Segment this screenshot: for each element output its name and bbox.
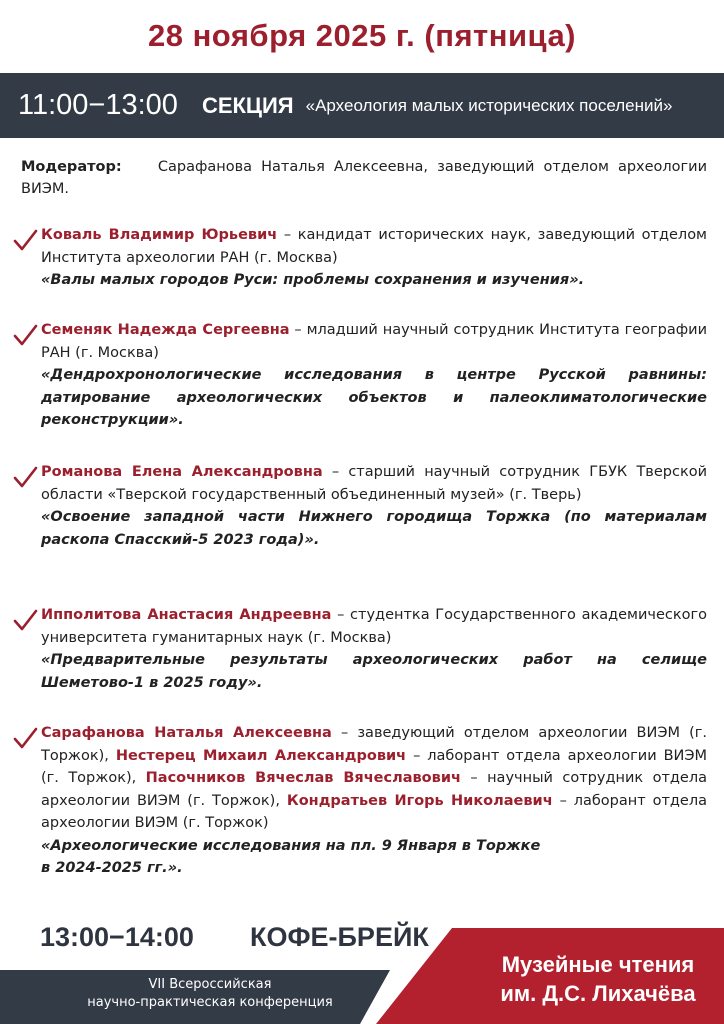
speaker-description: – лаборант отдела археологии ВИЭМ (г. Торжок), xyxy=(41,747,708,786)
talk-title: «Археологические исследования на пл. 9 Января в Торжке xyxy=(41,837,541,854)
speaker-name: Коваль Владимир Юрьевич xyxy=(41,227,278,243)
page-date: 28 ноября 2025 г. (пятница) xyxy=(147,18,577,53)
section-time: 11:00−13:00 xyxy=(18,89,178,121)
talk-title: «Предварительные результаты археологических работ на селище Шеметово-1 в 2025 году». xyxy=(41,652,707,691)
coffee-break-time: 13:00−14:00 xyxy=(40,922,194,952)
speaker-description: – лаборант отдела археологии ВИЭМ (г. Торжок) xyxy=(41,792,708,831)
checkmark-icon xyxy=(12,228,38,254)
speaker-description: – кандидат исторических наук, заведующий отделом Института археологии РАН (г. Москва) xyxy=(41,227,708,266)
speaker-description: – старший научный сотрудник ГБУК Тверской области «Тверской государственный объединенный музей» (г. Тверь) xyxy=(41,464,707,503)
checkmark-icon xyxy=(12,608,38,634)
talk-title: в 2024-2025 гг.». xyxy=(41,860,183,876)
moderator-text: Сарафанова Наталья Алексеевна, заведующий отделом археологии ВИЭМ. xyxy=(21,159,708,197)
checkmark-icon xyxy=(12,465,38,491)
section-header-bar xyxy=(0,73,724,138)
speaker-name: Семеняк Надежда Сергеевна xyxy=(41,322,290,338)
list-item xyxy=(41,604,707,694)
list-item xyxy=(41,319,707,432)
coffee-break-label: КОФЕ-БРЕЙК xyxy=(250,922,429,952)
speaker-name: Ипполитова Анастасия Андреевна xyxy=(41,607,332,623)
talk-title: «Освоение западной части Нижнего городища Торжка (по материалам раскопа Спасский-5 2023 года)». xyxy=(41,509,707,548)
section-label: СЕКЦИЯ xyxy=(201,92,294,118)
conference-line-2: научно-практическая конференция xyxy=(87,995,333,1010)
checkmark-icon xyxy=(12,726,38,752)
moderator-label: Модератор: xyxy=(21,159,122,175)
speaker-name: Сарафанова Наталья Алексеевна xyxy=(41,725,332,741)
speaker-description: – научный сотрудник отдела археологии ВИЭМ (г. Торжок), xyxy=(41,770,708,809)
museum-line-1: Музейные чтения xyxy=(501,952,695,977)
speaker-name: Романова Елена Александровна xyxy=(41,464,323,480)
checkmark-icon xyxy=(12,323,38,349)
list-item xyxy=(41,461,707,551)
speaker-name: Нестерец Михаил Александрович xyxy=(115,747,407,764)
talk-title: «Дендрохронологические исследования в центре Русской равнины: датирование археологических объектов и палеоклиматологические реконструкции». xyxy=(41,367,707,428)
moderator-line xyxy=(21,156,707,200)
speaker-description: – студентка Государственного академического университета гуманитарных наук (г. Москва) xyxy=(41,607,707,646)
museum-line-2: им. Д.С. Лихачёва xyxy=(500,981,696,1006)
section-title: «Археология малых исторических поселений» xyxy=(305,95,673,115)
conference-line-1: VII Всероссийская xyxy=(148,977,272,992)
conference-name xyxy=(60,976,360,1012)
speaker-name: Пасочников Вячеслав Вячеславович xyxy=(145,770,461,786)
list-item xyxy=(41,722,707,880)
speaker-description: – заведующий отделом археологии ВИЭМ (г. Торжок), xyxy=(41,725,707,764)
speaker-description: – младший научный сотрудник Института географии РАН (г. Москва) xyxy=(41,322,707,361)
speaker-name: Кондратьев Игорь Николаевич xyxy=(286,792,553,809)
museum-readings-title xyxy=(478,950,718,1008)
list-item xyxy=(41,224,707,292)
talk-title: «Валы малых городов Руси: проблемы сохранения и изучения». xyxy=(41,272,585,288)
